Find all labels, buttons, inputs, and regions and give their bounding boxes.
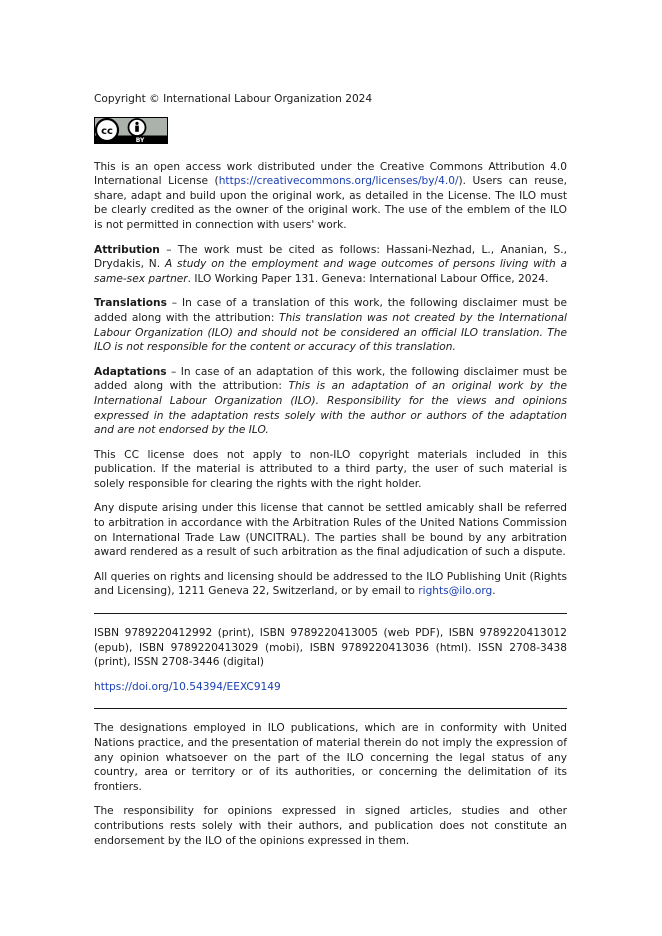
translation-disclaimer: This translation was not created by the International Labour Organization (ILO) and should not be considered an official ILO translation. The ILO is not responsible for the content or accuracy of this translation. — [94, 311, 567, 354]
cc-by-icon — [94, 117, 168, 144]
copyright-line: Copyright © International Labour Organization 2024 — [94, 93, 373, 105]
adaptation-disclaimer: This is an adaptation of an original work by the International Labour Organization (ILO). Responsibility for the views and opinions expressed in the adaptation rests solely with the author or authors of the adaptation and are not endorsed by the ILO. — [94, 380, 567, 437]
work-title: A study on the employment and wage outcomes of persons living with a same-sex partner — [94, 258, 568, 285]
license-paragraph: This is an open access work distributed under the Creative Commons Attribution 4.0 International License (https://creativecommons.org/licenses/by/4.0/). Users can reuse, share, adapt and build upon the original work, as detailed in the License. The ILO must be clearly credited as the owner of the original work. The use of the emblem of the ILO is not permitted in connection with users' work. — [94, 160, 568, 231]
attribution-heading: Attribution — [94, 243, 160, 256]
attribution-paragraph: Attribution – The work must be cited as follows: Hassani-Nezhad, L., Ananian, S., Drydakis, N. A study on the employment and wage outcomes of persons living with a same-sex partner. ILO Working Paper 131. Geneva: International Labour Office, 2024. — [94, 243, 568, 285]
adaptations-heading: Adaptations — [94, 365, 167, 378]
translations-paragraph: Translations – In case of a translation of this work, the following disclaimer must be added along with the attribution: This translation was not created by the International Labour Organization (ILO) and should not be considered an official ILO translation. The ILO is not responsible for the content or accuracy of this translation. — [94, 297, 567, 354]
doi-paragraph — [94, 680, 567, 695]
license-link[interactable]: https://creativecommons.org/licenses/by/4.0/ — [218, 175, 459, 188]
divider-bottom — [94, 708, 567, 709]
cc-by-label: BY — [135, 136, 145, 144]
email-link[interactable]: rights@ilo.org — [418, 585, 493, 598]
svg-text:cc: cc — [101, 125, 113, 137]
adaptations-paragraph: Adaptations – In case of an adaptation of this work, the following disclaimer must be added along with the attribution: This is an adaptation of an original work by the International Labour Organization (ILO). Responsibility for the views and opinions expressed in the adaptation rests solely with the author or authors of the adaptation and are not endorsed by the ILO. — [94, 365, 567, 437]
dispute-paragraph: Any dispute arising under this license that cannot be settled amicably shall be referred to arbitration in accordance with the Arbitration Rules of the United Nations Commission on International Trade Law (UNCITRAL). The parties shall be bound by any arbitration award rendered as a result of such arbitration as the final adjudication of such a dispute. — [94, 502, 567, 559]
translations-heading: Translations — [94, 297, 167, 310]
designations-paragraph: The designations employed in ILO publications, which are in conformity with United Nations practice, and the presentation of material therein do not imply the expression of any opinion whatsoever on the part of the ILO concerning the legal status of any country, area or territory or of its authorities, or concerning the delimitation of its frontiers. — [94, 722, 567, 793]
cc-note-paragraph: This CC license does not apply to non-ILO copyright materials included in this publication. If the material is attributed to a third party, the user of such material is solely responsible for clearing the rights with the right holder. — [94, 448, 567, 490]
responsibility-paragraph: The responsibility for opinions expressed in signed articles, studies and other contributions rests solely with their authors, and publication does not constitute an endorsement by the ILO of the opinions expressed in them. — [94, 805, 567, 847]
divider-top — [94, 613, 567, 614]
doi-link[interactable]: https://doi.org/10.54394/EEXC9149 — [94, 680, 281, 693]
queries-paragraph: All queries on rights and licensing should be addressed to the ILO Publishing Unit (Rights and Licensing), 1211 Geneva 22, Switzerland, or by email to rights@ilo.org. — [94, 570, 567, 598]
isbn-paragraph: ISBN 9789220412992 (print), ISBN 9789220413005 (web PDF), ISBN 9789220413012 (epub), ISBN 9789220413029 (mobi), ISBN 9789220413036 (html). ISSN 2708-3438 (print), ISSN 2708-3446 (digital) — [94, 627, 567, 669]
copyright-page — [94, 92, 567, 848]
